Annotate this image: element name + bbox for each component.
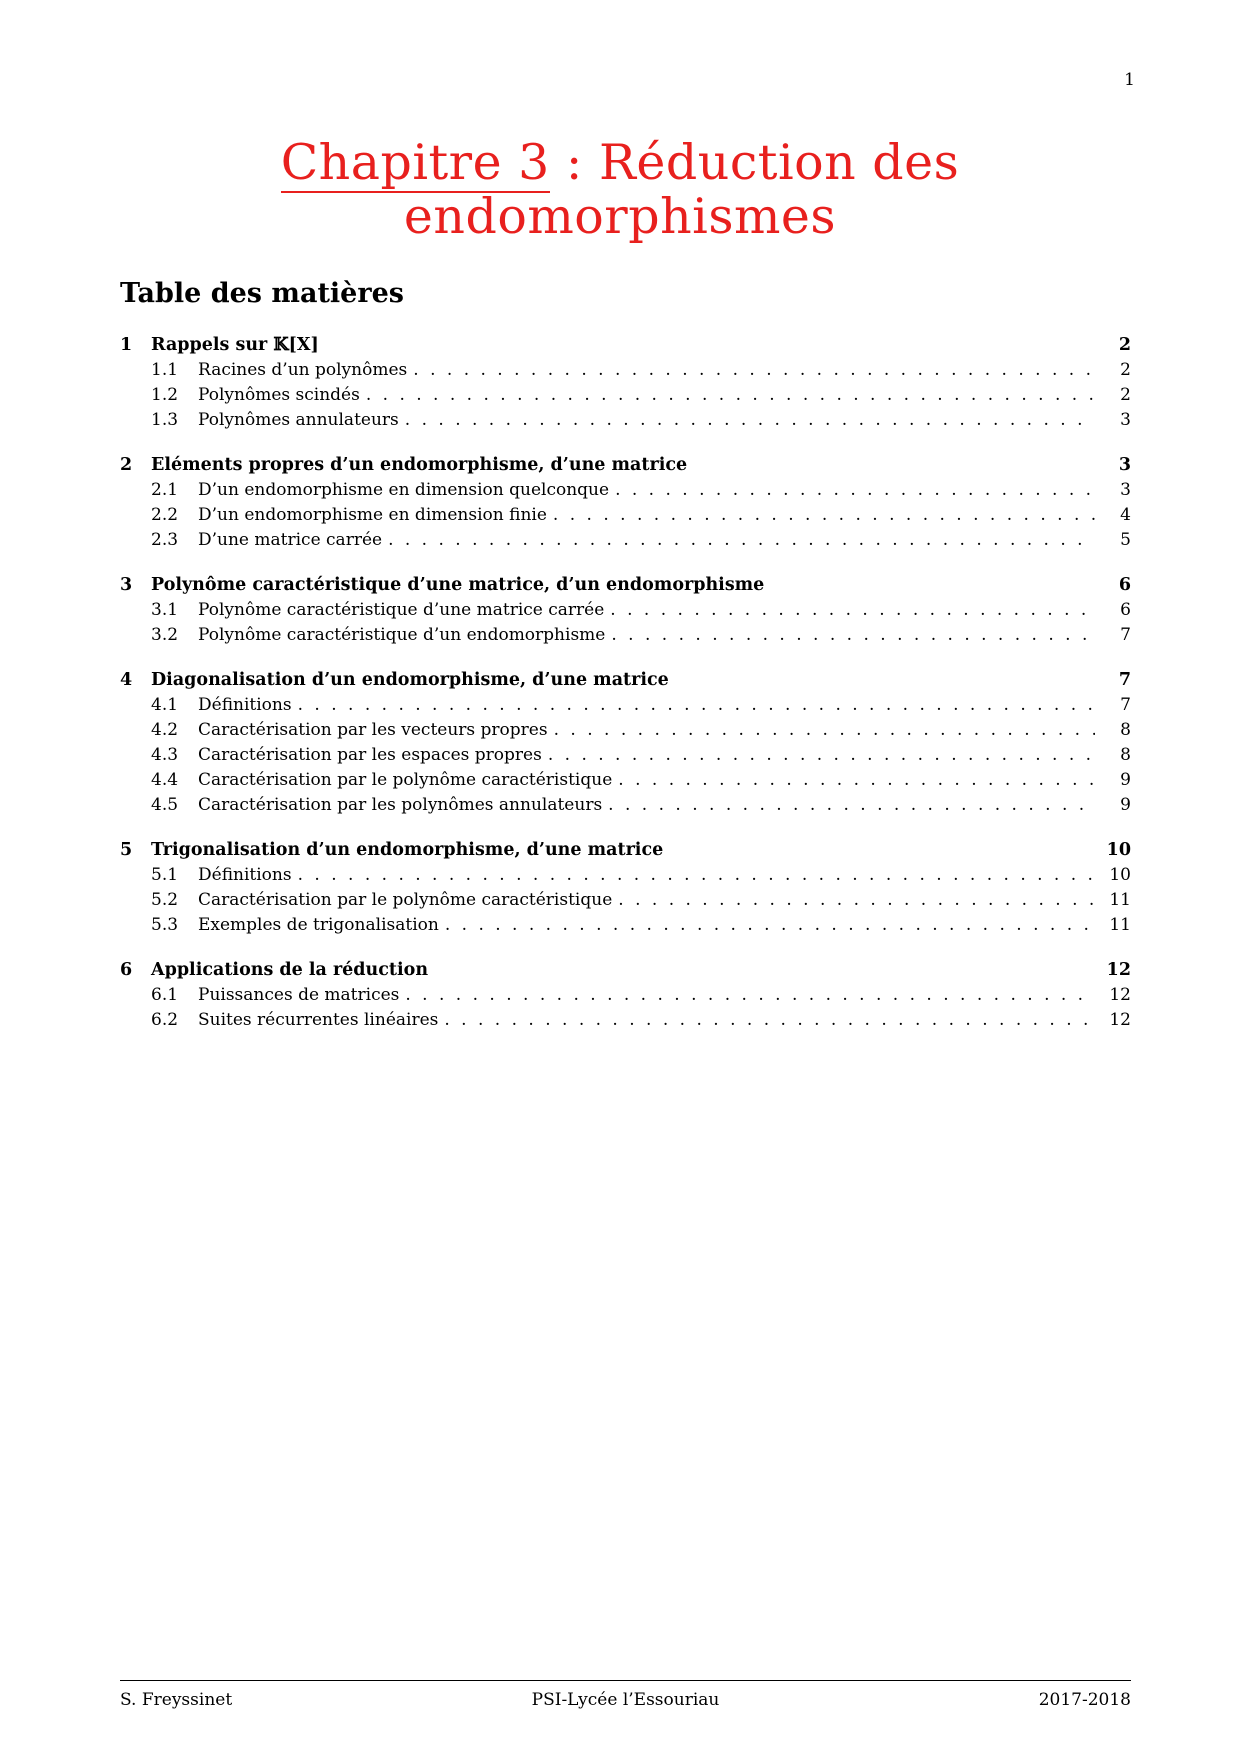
toc-section-label: Rappels sur 𝕂[X]: [151, 335, 319, 355]
toc-subsection-label: Caractérisation par les vecteurs propres: [198, 720, 548, 740]
toc-dot-leader: [388, 530, 1095, 550]
toc-subsection-page: 8: [1120, 720, 1131, 740]
toc-section-page: 6: [1118, 575, 1131, 595]
toc-section-entry[interactable]: [120, 840, 1131, 865]
toc-subsection-label: Polynômes annulateurs: [198, 410, 399, 430]
toc-dot-leader: [413, 360, 1095, 380]
toc-subsection-page: 5: [1120, 530, 1131, 550]
page-number: 1: [1124, 70, 1135, 90]
toc-subsection-label: Caractérisation par les polynômes annulateurs: [198, 795, 603, 815]
toc-subsection-entry[interactable]: [120, 720, 1131, 745]
toc-subsection-page: 11: [1109, 890, 1131, 910]
toc-subsection-entry[interactable]: [120, 410, 1131, 435]
toc-subsection-page: 9: [1120, 770, 1131, 790]
toc-section-page: 7: [1118, 670, 1131, 690]
toc-subsection-page: 3: [1120, 480, 1131, 500]
toc-section-entry[interactable]: [120, 670, 1131, 695]
toc-dot-leader: [610, 600, 1095, 620]
toc-subsection-label: Exemples de trigonalisation: [198, 915, 439, 935]
toc-subsection-number: 6.1: [151, 985, 179, 1005]
toc-subsection-entry[interactable]: [120, 625, 1131, 650]
toc-subsection-entry[interactable]: [120, 360, 1131, 385]
toc-section-group: [120, 335, 1131, 435]
toc-subsection-number: 2.3: [151, 530, 179, 550]
toc-subsection-entry[interactable]: [120, 915, 1131, 940]
toc-dot-leader: [298, 695, 1095, 715]
toc-dot-leader: [608, 795, 1095, 815]
toc-dot-leader: [553, 505, 1095, 525]
toc-subsection-entry[interactable]: [120, 505, 1131, 530]
chapter-title-line2: endomorphismes: [403, 188, 837, 245]
toc-subsection-page: 12: [1109, 1010, 1131, 1030]
chapter-title-rest: : Réduction des: [549, 134, 960, 191]
toc-dot-leader: [366, 385, 1095, 405]
toc-subsection-number: 4.1: [151, 695, 179, 715]
chapter-title-link[interactable]: Chapitre 3: [280, 134, 550, 191]
toc-subsection-label: D’un endomorphisme en dimension finie: [198, 505, 547, 525]
toc-dot-leader: [405, 985, 1095, 1005]
toc-section-entry[interactable]: [120, 455, 1131, 480]
toc-subsection-page: 2: [1120, 385, 1131, 405]
toc-subsection-entry[interactable]: [120, 530, 1131, 555]
toc-subsection-number: 5.1: [151, 865, 179, 885]
toc-subsection-page: 12: [1109, 985, 1131, 1005]
toc-section-label: Applications de la réduction: [151, 960, 429, 980]
toc-subsection-number: 6.2: [151, 1010, 179, 1030]
toc-dot-leader: [618, 770, 1095, 790]
toc-subsection-label: Caractérisation par le polynôme caractéristique: [198, 770, 613, 790]
toc-section-number: 2: [120, 455, 133, 475]
toc-subsection-label: Définitions: [198, 865, 292, 885]
toc-subsection-entry[interactable]: [120, 770, 1131, 795]
toc-subsection-entry[interactable]: [120, 385, 1131, 410]
toc-section-group: [120, 455, 1131, 555]
toc-section-page: 2: [1118, 335, 1131, 355]
toc-subsection-entry[interactable]: [120, 890, 1131, 915]
toc-dot-leader: [548, 745, 1095, 765]
toc-section-entry[interactable]: [120, 335, 1131, 360]
toc-subsection-number: 4.3: [151, 745, 179, 765]
toc-subsection-number: 1.1: [151, 360, 179, 380]
toc-subsection-number: 1.3: [151, 410, 179, 430]
toc-section-label: Trigonalisation d’un endomorphisme, d’une matrice: [151, 840, 664, 860]
toc-section-page: 3: [1118, 455, 1131, 475]
toc-section-entry[interactable]: [120, 960, 1131, 985]
toc-subsection-page: 10: [1109, 865, 1131, 885]
toc-subsection-number: 4.2: [151, 720, 179, 740]
toc-subsection-label: Suites récurrentes linéaires: [198, 1010, 439, 1030]
toc-subsection-label: D’une matrice carrée: [198, 530, 383, 550]
toc-subsection-label: Caractérisation par les espaces propres: [198, 745, 542, 765]
toc-section-group: [120, 670, 1131, 820]
toc-subsection-page: 8: [1120, 745, 1131, 765]
toc-subsection-number: 3.1: [151, 600, 179, 620]
toc-dot-leader: [618, 890, 1095, 910]
toc-subsection-label: Définitions: [198, 695, 292, 715]
toc-section-number: 6: [120, 960, 133, 980]
toc-subsection-number: 4.5: [151, 795, 179, 815]
toc-subsection-entry[interactable]: [120, 865, 1131, 890]
toc-subsection-entry[interactable]: [120, 795, 1131, 820]
toc-section-group: [120, 575, 1131, 650]
toc-subsection-entry[interactable]: [120, 745, 1131, 770]
table-of-contents: [120, 335, 1131, 1055]
toc-section-number: 4: [120, 670, 133, 690]
footer-rule: [120, 1680, 1131, 1681]
toc-subsection-page: 2: [1120, 360, 1131, 380]
toc-section-page: 12: [1106, 960, 1131, 980]
toc-subsection-page: 3: [1120, 410, 1131, 430]
toc-dot-leader: [445, 915, 1095, 935]
toc-subsection-label: Racines d’un polynômes: [198, 360, 408, 380]
toc-subsection-number: 2.1: [151, 480, 179, 500]
toc-subsection-page: 7: [1120, 695, 1131, 715]
toc-subsection-label: Puissances de matrices: [198, 985, 400, 1005]
toc-subsection-number: 1.2: [151, 385, 179, 405]
toc-subsection-page: 4: [1120, 505, 1131, 525]
toc-subsection-page: 11: [1109, 915, 1131, 935]
chapter-title: [120, 136, 1120, 244]
toc-section-group: [120, 960, 1131, 1035]
footer: [120, 1690, 1131, 1710]
toc-subsection-entry[interactable]: [120, 695, 1131, 720]
toc-subsection-label: Polynôme caractéristique d’une matrice carrée: [198, 600, 605, 620]
toc-subsection-label: D’un endomorphisme en dimension quelconque: [198, 480, 610, 500]
toc-subsection-number: 5.2: [151, 890, 179, 910]
footer-year: 2017-2018: [1038, 1690, 1131, 1710]
toc-subsection-number: 5.3: [151, 915, 179, 935]
footer-school: PSI-Lycée l’Essouriau: [531, 1690, 720, 1710]
toc-section-number: 3: [120, 575, 133, 595]
toc-dot-leader: [444, 1010, 1095, 1030]
toc-dot-leader: [554, 720, 1095, 740]
toc-section-label: Polynôme caractéristique d’une matrice, d’un endomorphisme: [151, 575, 765, 595]
toc-section-entry[interactable]: [120, 575, 1131, 600]
toc-subsection-entry[interactable]: [120, 985, 1131, 1010]
toc-section-page: 10: [1106, 840, 1131, 860]
toc-subsection-number: 4.4: [151, 770, 179, 790]
toc-subsection-label: Polynôme caractéristique d’un endomorphisme: [198, 625, 606, 645]
toc-subsection-label: Polynômes scindés: [198, 385, 360, 405]
toc-subsection-page: 9: [1120, 795, 1131, 815]
toc-dot-leader: [298, 865, 1095, 885]
toc-subsection-entry[interactable]: [120, 480, 1131, 505]
toc-subsection-entry[interactable]: [120, 1010, 1131, 1035]
toc-dot-leader: [615, 480, 1095, 500]
toc-dot-leader: [611, 625, 1095, 645]
toc-section-group: [120, 840, 1131, 940]
toc-subsection-page: 7: [1120, 625, 1131, 645]
toc-section-number: 5: [120, 840, 133, 860]
toc-subsection-number: 3.2: [151, 625, 179, 645]
toc-section-label: Diagonalisation d’un endomorphisme, d’une matrice: [151, 670, 669, 690]
toc-subsection-label: Caractérisation par le polynôme caractéristique: [198, 890, 613, 910]
toc-subsection-entry[interactable]: [120, 600, 1131, 625]
toc-section-number: 1: [120, 335, 133, 355]
footer-author: S. Freyssinet: [120, 1690, 233, 1710]
toc-subsection-number: 2.2: [151, 505, 179, 525]
toc-subsection-page: 6: [1120, 600, 1131, 620]
toc-dot-leader: [405, 410, 1095, 430]
toc-section-label: Eléments propres d’un endomorphisme, d’une matrice: [151, 455, 688, 475]
toc-heading: Table des matières: [120, 278, 404, 309]
